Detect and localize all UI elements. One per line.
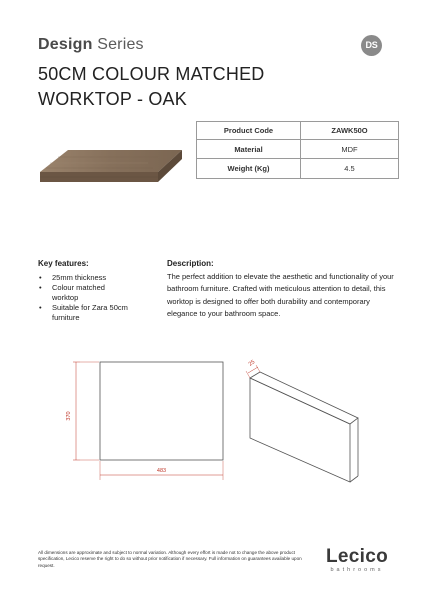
logo-wordmark: Lecico bbox=[326, 546, 388, 567]
spec-value: MDF bbox=[301, 140, 399, 159]
logo-subtitle: bathrooms bbox=[330, 567, 384, 573]
worktop-product-image bbox=[38, 148, 188, 188]
key-feature-item: • 25mm thickness bbox=[38, 273, 178, 283]
spec-value: ZAWK50O bbox=[301, 122, 399, 140]
spec-table bbox=[196, 121, 399, 179]
spec-label: Material bbox=[197, 140, 301, 159]
depth-dimension-label: 25 bbox=[247, 359, 257, 368]
disclaimer-text: All dimensions are approximate and subject to normal variation. Although every effort is made not to change the above product specification, Lecico reserve the right to do so without prior notification if necessary. Full information on guarantees available upon request. bbox=[38, 550, 302, 568]
description-body: The perfect addition to elevate the aesthetic and functionality of your bathroom furniture. Crafted with meticulous attention to detail, this worktop is designed to offer both durability and contemporary elegance to your bathroom space. bbox=[167, 272, 394, 319]
spec-row-product-code bbox=[197, 122, 399, 140]
key-feature-item: • Colour matched worktop bbox=[38, 283, 126, 303]
spec-row-weight bbox=[197, 159, 399, 179]
title-line-1: 50CM COLOUR MATCHED bbox=[38, 64, 265, 84]
spec-label: Weight (Kg) bbox=[197, 159, 301, 179]
key-features-list bbox=[38, 273, 178, 323]
width-dimension-label: 483 bbox=[156, 468, 167, 474]
key-feature-item: • Suitable for Zara 50cm furniture bbox=[38, 303, 146, 323]
description-heading: Description: bbox=[167, 259, 214, 268]
perspective-view-drawing bbox=[246, 358, 366, 488]
title-line-2: WORKTOP - OAK bbox=[38, 89, 187, 109]
key-features-heading: Key features: bbox=[38, 259, 89, 268]
lecico-logo bbox=[322, 547, 392, 574]
spec-row-material bbox=[197, 140, 399, 159]
spec-value: 4.5 bbox=[301, 159, 399, 179]
series-heading: Design Series bbox=[38, 36, 144, 53]
product-title bbox=[38, 62, 265, 112]
spec-label: Product Code bbox=[197, 122, 301, 140]
description bbox=[167, 259, 399, 321]
height-dimension-label: 370 bbox=[66, 411, 72, 421]
key-features bbox=[38, 259, 178, 323]
perspective-top-edge bbox=[250, 372, 358, 424]
perspective-front-face bbox=[250, 378, 350, 482]
front-view-outline bbox=[100, 362, 223, 460]
front-view-drawing bbox=[66, 358, 236, 486]
ds-badge-icon: DS bbox=[361, 35, 382, 56]
